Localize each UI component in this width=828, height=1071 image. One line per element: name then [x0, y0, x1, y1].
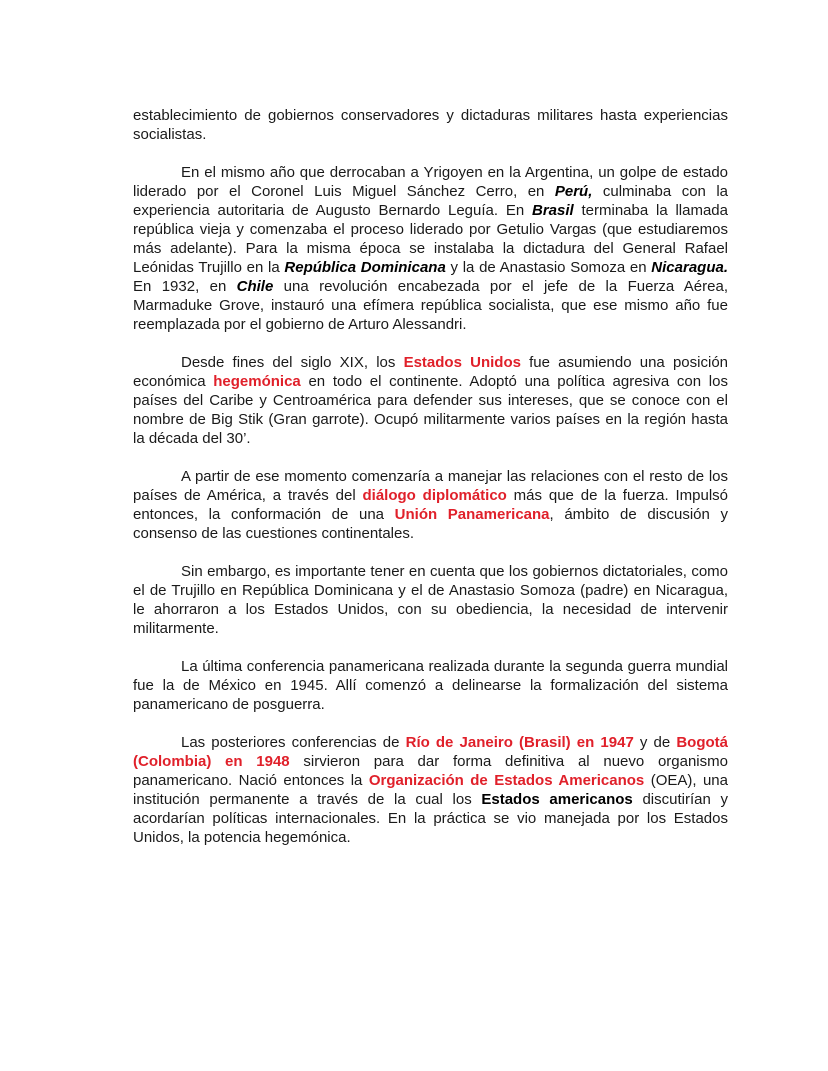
text-segment: en todo el continente. Adoptó una política agresiva con los países del Caribe y Centroamérica para defender sus intereses, que se conoce con el nombre de Big Stik (Gran garrote). Ocupó militarmente varios países en la región hasta la década del 30’. — [133, 373, 728, 447]
paragraph — [133, 106, 728, 144]
text-segment: fue asumiendo una posición económica — [133, 354, 729, 390]
emphasized-text: hegemónica — [213, 373, 301, 390]
paragraph — [133, 657, 728, 714]
text-segment: Sin embargo, es importante tener en cuenta que los gobiernos dictatoriales, como el de Trujillo en República Dominicana y el de Anastasio Somoza (padre) en Nicaragua, le ahorraron a los Estados Unidos, con su obediencia, la necesidad de intervenir militarmente. — [133, 563, 728, 637]
paragraph — [133, 353, 728, 448]
paragraph — [133, 562, 728, 638]
text-segment: culminaba con la experiencia autoritaria de Augusto Bernardo Leguía. En — [133, 183, 729, 219]
emphasized-text: Chile — [236, 278, 274, 295]
emphasized-text: Bogotá (Colombia) en 1948 — [133, 734, 729, 770]
text-segment: En 1932, en — [133, 278, 237, 295]
emphasized-text: República Dominicana — [284, 259, 446, 276]
emphasized-text: Perú, — [554, 183, 593, 200]
emphasized-text: Nicaragua. — [651, 259, 728, 276]
text-segment: una revolución encabezada por el jefe de la Fuerza Aérea, Marmaduke Grove, instauró una efímera república socialista, que ese mismo año fue reemplazada por el gobierno de Arturo Alessandri. — [133, 278, 728, 333]
text-segment: A partir de ese momento comenzaría a manejar las relaciones con el resto de los países de América, a través del — [133, 468, 728, 504]
text-segment: (OEA), una institución permanente a través de la cual los — [133, 772, 728, 808]
text-segment: Desde fines del siglo XIX, los — [181, 354, 404, 371]
emphasized-text: Organización de Estados Americanos — [368, 772, 645, 789]
emphasized-text: Estados Unidos — [403, 354, 521, 371]
paragraph — [133, 467, 728, 543]
emphasized-text: Estados americanos — [481, 791, 633, 808]
text-segment: Las posteriores conferencias de — [181, 734, 406, 751]
text-segment: sirvieron para dar forma definitiva al nuevo organismo panamericano. Nació entonces la — [133, 753, 728, 789]
emphasized-text: Río de Janeiro (Brasil) en 1947 — [405, 734, 634, 751]
text-segment: y de — [633, 734, 677, 751]
emphasized-text: Unión Panamericana — [394, 506, 550, 523]
emphasized-text: diálogo diplomático — [362, 487, 507, 504]
emphasized-text: Brasil — [531, 202, 574, 219]
paragraph — [133, 733, 728, 847]
text-segment: En el mismo año que derrocaban a Yrigoyen en la Argentina, un golpe de estado liderado por el Coronel Luis Miguel Sánchez Cerro, en — [133, 164, 728, 200]
text-segment: establecimiento de gobiernos conservadores y dictaduras militares hasta experiencias socialistas. — [133, 107, 728, 143]
text-segment: terminaba la llamada república vieja y comenzaba el proceso liderado por Getulio Vargas (que estudiaremos más adelante). Para la misma época se instalaba la dictadura del General Rafael Leónidas Trujillo en la — [133, 202, 728, 276]
text-segment: , ámbito de discusión y consenso de las cuestiones continentales. — [133, 506, 728, 542]
text-segment: La última conferencia panamericana realizada durante la segunda guerra mundial fue la de México en 1945. Allí comenzó a delinearse la formalización del sistema panamericano de posguerra. — [133, 658, 728, 713]
text-segment: más que de la fuerza. Impulsó entonces, la conformación de una — [133, 487, 728, 523]
text-segment: y la de Anastasio Somoza en — [445, 259, 652, 276]
paragraph — [133, 163, 728, 334]
document-page — [133, 106, 728, 866]
text-segment: discutirían y acordarían políticas internacionales. En la práctica se vio manejada por los Estados Unidos, la potencia hegemónica. — [133, 791, 728, 846]
